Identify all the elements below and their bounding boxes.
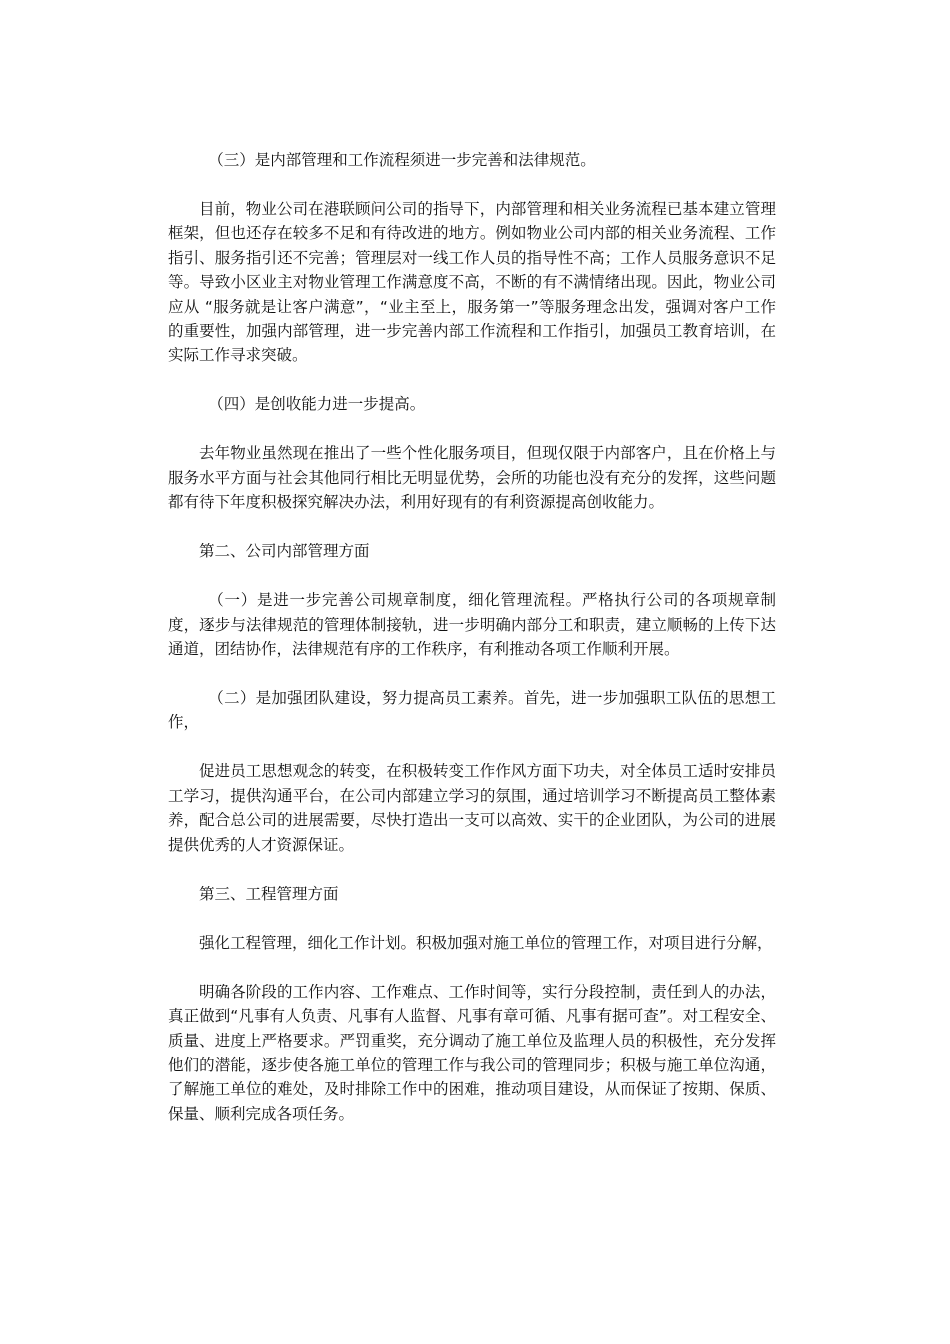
section-heading-internal-process: （三）是内部管理和工作流程须进一步完善和法律规范。 (208, 151, 596, 169)
section-heading-revenue: （四）是创收能力进一步提高。 (208, 395, 426, 414)
paragraph-staff-training: 促进员工思想观念的转变，在积极转变工作作风方面下功夫，对全体员工适时安排员工学习，提供沟通平台，在公司内部建立学习的氛围，通过培训学习不断提高员工整体素养，配合总公司的进展需要，尽快打造出一支可以高效、实干的企业团队，为公司的进展提供优秀的人才资源保证。 (168, 762, 776, 854)
paragraph-engineering-plan: 强化工程管理，细化工作计划。积极加强对施工单位的管理工作，对项目进行分解， (199, 933, 773, 952)
section-heading-internal-management: 第二、公司内部管理方面 (199, 542, 370, 561)
paragraph-revenue: 去年物业虽然现在推出了一些个性化服务项目，但现仅限于内部客户，且在价格上与服务水平方面与社会其他同行相比无明显优势，会所的功能也没有充分的发挥，这些问题都有待下年度积极探究解决办法，利用好现有的有利资源提高创收能力。 (168, 444, 776, 512)
paragraph-regulations: （一）是进一步完善公司规章制度，细化管理流程。严格执行公司的各项规章制度，逐步与法律规范的管理体制接轨，进一步明确内部分工和职责，建立顺畅的上传下达通道，团结协作，法律规范有序的工作秩序，有利推动各项工作顺利开展。 (168, 591, 776, 659)
paragraph-engineering-control: 明确各阶段的工作内容、工作难点、工作时间等，实行分段控制，责任到人的办法，真正做到“凡事有人负责、凡事有人监督、凡事有章可循、凡事有据可查”。对工程安全、质量、进度上严格要求。严罚重奖，充分调动了施工单位及监理人员的积极性，充分发挥他们的潜能，逐步使各施工单位的管理工作与我公司的管理同步；积极与施工单位沟通，了解施工单位的难处，及时排除工作中的困难，推动项目建设，从而保证了按期、保质、保量、顺利完成各项任务。 (168, 982, 776, 1123)
paragraph-internal-process: 目前，物业公司在港联顾问公司的指导下，内部管理和相关业务流程已基本建立管理框架，但也还存在较多不足和有待改进的地方。例如物业公司内部的相关业务流程、工作指引、服务指引还不完善；管理层对一线工作人员的指导性不高；工作人员服务意识不足等。导致小区业主对物业管理工作满意度不高，不断的有不满情绪出现。因此，物业公司应从 “服务就是让客户满意”，“业主至上，服务第一”等服务理念出发，强调对客户工作的重要性，加强内部管理，进一步完善内部工作流程和工作指引，加强员工教育培训，在实际工作寻求突破。 (168, 200, 776, 365)
document-body (168, 148, 776, 1151)
section-heading-engineering: 第三、工程管理方面 (199, 884, 339, 903)
paragraph-team-building: （二）是加强团队建设，努力提高员工素养。首先，进一步加强职工队伍的思想工作， (168, 689, 776, 732)
